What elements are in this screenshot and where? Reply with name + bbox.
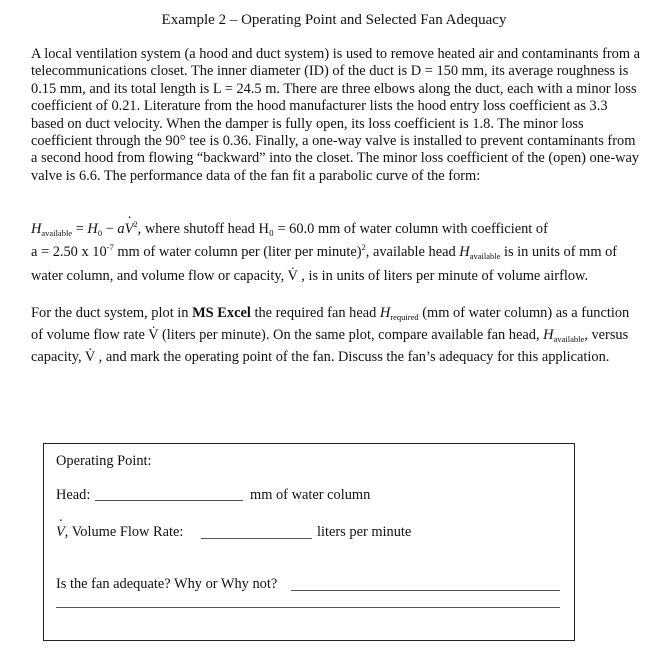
task-statement: For the duct system, plot in MS Excel the required fan head $H_{required}$ (mm of water column) as a function of volume flow rate V̇ (liters per minute). On the same plot, compare available fan head, $H_{available}$, versus capacity, V̇ , and mark the operating point of the fan. Discuss the fan’s adequacy for this application. bbox=[31, 305, 630, 365]
adequacy-answer-line-2[interactable] bbox=[56, 607, 560, 608]
flow-rate-input-line[interactable] bbox=[201, 538, 312, 539]
equation-line-1: $H_{available} = H_0$ − aV ·$^2$, where shutoff head H₀ = 60.0 mm of water column with coefficient of bbox=[31, 220, 548, 239]
operating-point-heading: Operating Point: bbox=[56, 453, 152, 469]
document-title: Example 2 – Operating Point and Selected Fan Adequacy bbox=[161, 12, 507, 28]
head-label: Head: bbox=[56, 487, 91, 503]
head-input-line[interactable] bbox=[95, 500, 243, 501]
problem-statement: A local ventilation system (a hood and duct system) is used to remove heated air and contaminants from a telecommunications closet. The inner diameter (ID) of the duct is D = 150 mm, its average roughness is 0.15 mm, and its total length is L = 24.5 m. There are three elbows along the duct, each with a minor loss coefficient of 0.21. Literature from the hood manufacturer lists the hood entry loss coefficient as 3.3 based on duct velocity. When the damper is fully open, its loss coefficient is 1.8. The minor loss coefficient through the 90° tee is 0.36. Finally, a one-way valve is installed to prevent contaminants from a second hood from flowing “backward” into the closet. The minor loss coefficient of the (open) one-way valve is 6.6. The performance data of the fan fit a parabolic curve of the form: bbox=[31, 46, 641, 184]
adequacy-answer-line-1[interactable] bbox=[291, 590, 560, 591]
head-unit: mm of water column bbox=[250, 487, 371, 503]
equation-line-3: water column, and volume flow or capacity, V̇ , is in units of liters per minute of volume airflow. bbox=[31, 268, 589, 284]
equation-line-2: a = 2.50 x $10^{-7}$ mm of water column per (liter per minute)$^2$, available head $H_{available}$ is in units of mm of bbox=[31, 242, 618, 261]
flow-rate-label: V ·, Volume Flow Rate: bbox=[56, 523, 183, 541]
adequacy-question: Is the fan adequate? Why or Why not? bbox=[56, 576, 278, 592]
answer-box bbox=[43, 443, 575, 641]
flow-rate-unit: liters per minute bbox=[317, 524, 412, 540]
